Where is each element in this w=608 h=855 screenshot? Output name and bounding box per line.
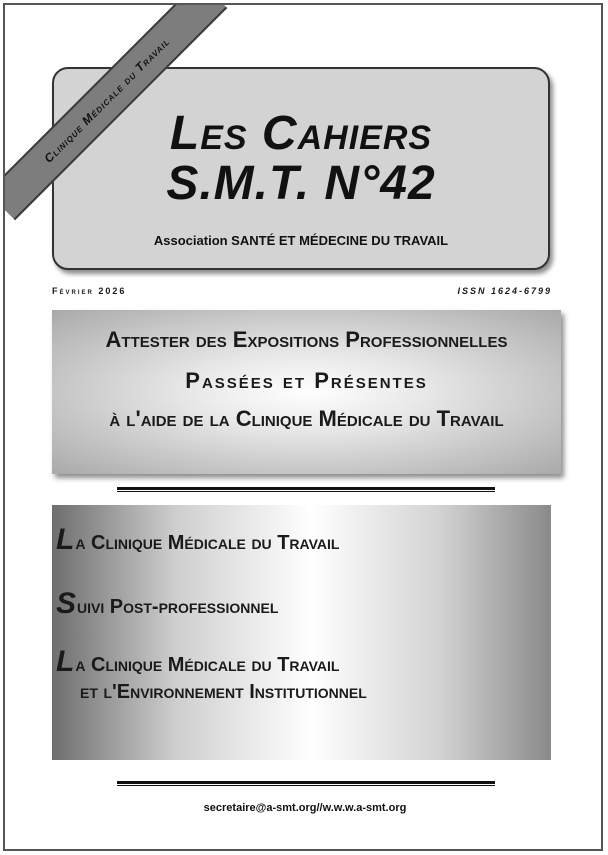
contents-item-continuation: et l'Environnement Institutionnel (80, 681, 367, 703)
item-initial: L (56, 645, 75, 678)
feature-title-line-3: à l'aide de la Clinique Médicale du Travail (109, 406, 504, 431)
item-text: a Clinique Médicale du Travail (75, 532, 340, 554)
item-initial: S (56, 587, 77, 620)
journal-title: Les Cahiers (169, 107, 433, 160)
contents-box (52, 505, 551, 760)
feature-box (52, 310, 561, 474)
issue-meta (52, 286, 552, 300)
contents-item (56, 587, 278, 621)
item-initial: L (56, 523, 75, 556)
contact-footer: secretaire@a-smt.org//w.w.w.a-smt.org (203, 802, 407, 814)
divider-rule (117, 487, 495, 492)
ribbon-label: Clinique Médicale du Travail (41, 34, 173, 166)
item-text: uivi Post-professionnel (77, 596, 279, 618)
contents-item (56, 645, 339, 679)
item-text: a Clinique Médicale du Travail (75, 654, 340, 676)
divider-rule (117, 781, 495, 786)
association-name: Association SANTÉ ET MÉDECINE DU TRAVAIL (153, 233, 449, 248)
issn: ISSN 1624-6799 (457, 286, 552, 296)
contents-item (56, 523, 339, 557)
issue-date: Février 2026 (52, 286, 127, 296)
feature-title-line-2: Passées et Présentes (185, 368, 428, 393)
issue-number: S.M.T. N°42 (166, 157, 436, 210)
feature-title-line-1: Attester des Expositions Professionnelles (105, 327, 508, 352)
cover-page (3, 3, 603, 851)
